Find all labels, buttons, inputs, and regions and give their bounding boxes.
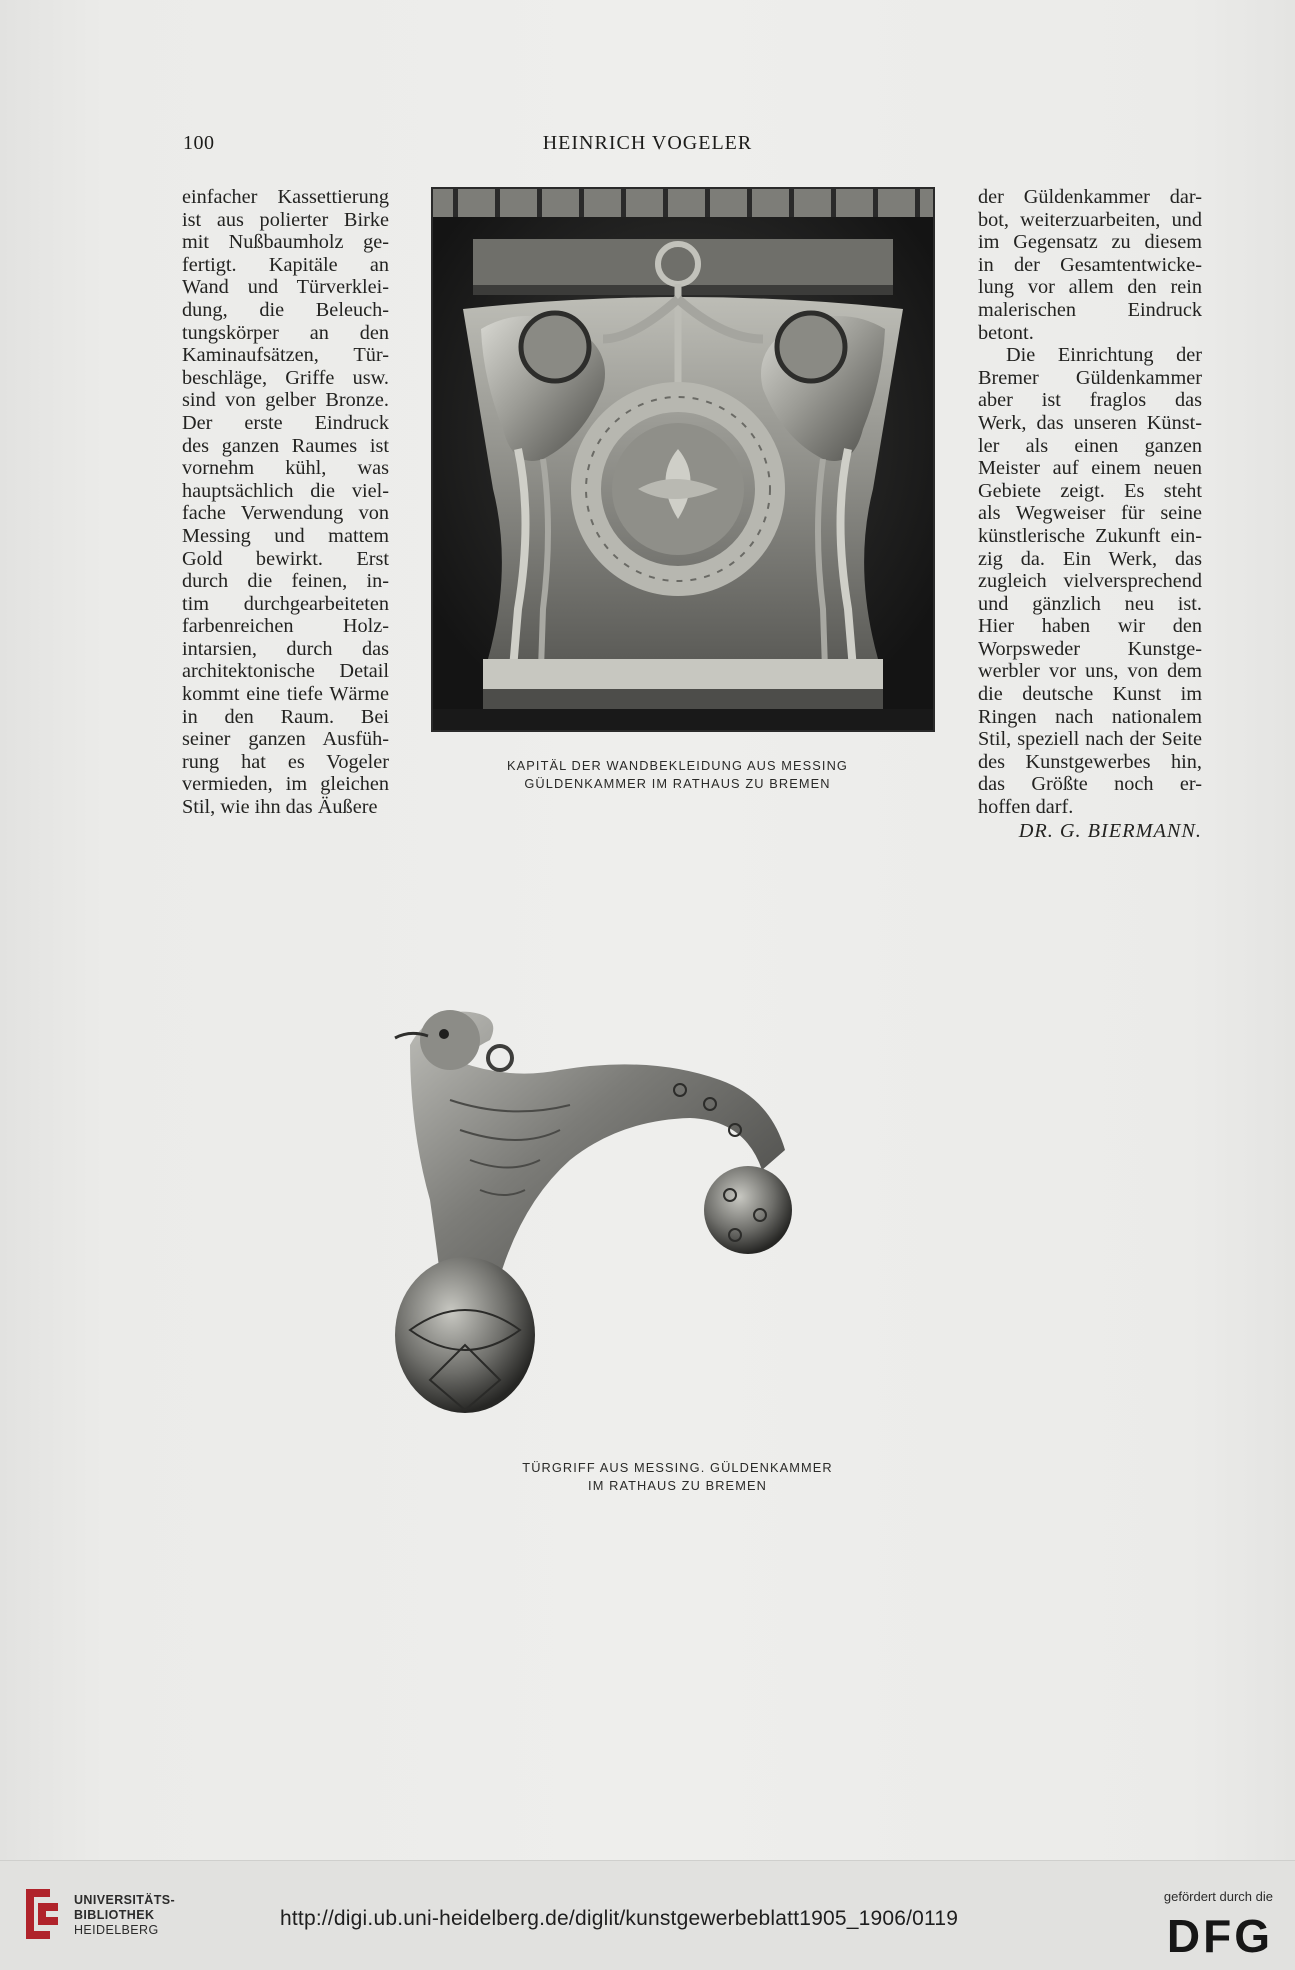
text-line: Wand und Türverklei- [182,276,389,299]
funding-note: gefördert durch die [1163,1889,1273,1904]
text-line: künstlerische Zukunft ein- [978,524,1202,547]
text-line: dung, die Beleuch- [182,298,389,321]
page-number: 100 [183,132,215,154]
dfg-logo: DFG [1166,1910,1273,1962]
digitization-footer [0,1860,1295,1970]
text-line: Bremer Güldenkammer [978,366,1202,389]
text-line: malerischen Eindruck [978,298,1202,321]
text-line: des Kunstgewerbes hin, [978,750,1202,773]
text-line: beschläge, Griffe usw. [182,366,389,389]
text-line: ist aus polierter Birke [182,208,389,231]
text-line: Kaminaufsätzen, Tür- [182,344,389,367]
text-line: bot, weiterzuarbeiten, und [978,208,1202,231]
text-line: zugleich vielversprechend [978,570,1202,593]
text-line: sind von gelber Bronze. [182,389,389,412]
text-line: betont. [978,321,1034,344]
text-line: kommt eine tiefe Wärme [182,683,389,706]
text-line: Worpsweder Kunstge- [978,637,1202,660]
text-line: Werk, das unseren Künst- [978,411,1202,434]
text-line: aber ist fraglos das [978,389,1202,412]
library-name [74,1893,175,1938]
text-line: einfacher Kassettierung [182,186,389,208]
permalink-url[interactable]: http://digi.ub.uni-heidelberg.de/diglit/kunstgewerbeblatt1905_1906/0119 [280,1907,959,1930]
text-line: in den Raum. Bei [182,705,389,728]
text-line: Stil, speziell nach der Seite [978,728,1202,751]
text-line: der Güldenkammer dar- [978,186,1202,208]
university-library-logo-icon [20,1885,64,1943]
text-line: das Größte noch er- [978,773,1202,796]
text-line: zig da. Ein Werk, das [978,547,1202,570]
text-line: Messing und mattem [182,524,389,547]
text-line: hoffen darf. [978,796,1074,819]
text-line: lung vor allem den rein [978,276,1202,299]
figure2-caption-line1: TÜRGRIFF AUS MESSING. GÜLDENKAMMER [522,1460,833,1475]
text-line: fache Verwendung von [182,502,389,525]
text-line: Die Einrichtung der [1006,344,1202,367]
text-line: tim durchgearbeiteten [182,592,389,615]
text-line: vornehm kühl, was [182,457,389,480]
left-text-column [182,186,389,819]
text-line: die deutsche Kunst im [978,683,1202,706]
text-line: Stil, wie ihn das Äußere [182,796,378,819]
capital-relief-image [433,189,933,730]
text-line: rung hat es Vogeler [182,750,389,773]
figure2-caption [0,1459,1295,1495]
text-line: des ganzen Raumes ist [182,434,389,457]
text-line: intarsien, durch das [182,637,389,660]
running-title: HEINRICH VOGELER [542,132,753,154]
text-line: Der erste Eindruck [182,411,389,434]
text-line: architektonische Detail [182,660,389,683]
library-name-line3: HEIDELBERG [74,1923,159,1937]
library-name-line1: UNIVERSITÄTS- [74,1893,176,1907]
text-line: Meister auf einem neuen [978,457,1202,480]
text-line: werbler vor uns, von dem [978,660,1202,683]
right-text-column [978,186,1202,842]
text-line: vermieden, im gleichen [182,773,389,796]
text-line: ler als einen ganzen [978,434,1202,457]
text-line: als Wegweiser für seine [978,502,1202,525]
figure1-caption-line2: GÜLDENKAMMER IM RATHAUS ZU BREMEN [524,776,831,791]
text-line: tungskörper an den [182,321,389,344]
text-line: und gänzlich neu ist. [978,592,1202,615]
text-line: mit Nußbaumholz ge- [182,231,389,254]
text-line: Gebiete zeigt. Es steht [978,479,1202,502]
text-line: im Gegensatz zu diesem [978,231,1202,254]
text-line: hauptsächlich die viel- [182,479,389,502]
text-line: durch die feinen, in- [182,570,389,593]
capital-photograph [431,187,935,732]
text-line: Gold bewirkt. Erst [182,547,389,570]
text-line: fertigt. Kapitäle an [182,253,389,276]
text-line: Ringen nach nationalem [978,705,1202,728]
text-line: in der Gesamtentwicke- [978,253,1202,276]
text-line: Hier haben wir den [978,615,1202,638]
text-line: farbenreichen Holz- [182,615,389,638]
library-name-line2: BIBLIOTHEK [74,1908,155,1922]
figure1-caption-line1: KAPITÄL DER WANDBEKLEIDUNG AUS MESSING [507,758,848,773]
figure2-caption-line2: IM RATHAUS ZU BREMEN [588,1478,767,1493]
text-line: seiner ganzen Ausfüh- [182,728,389,751]
author-signature: DR. G. BIERMANN. [1018,819,1202,842]
door-handle-photograph [390,1000,1010,1460]
